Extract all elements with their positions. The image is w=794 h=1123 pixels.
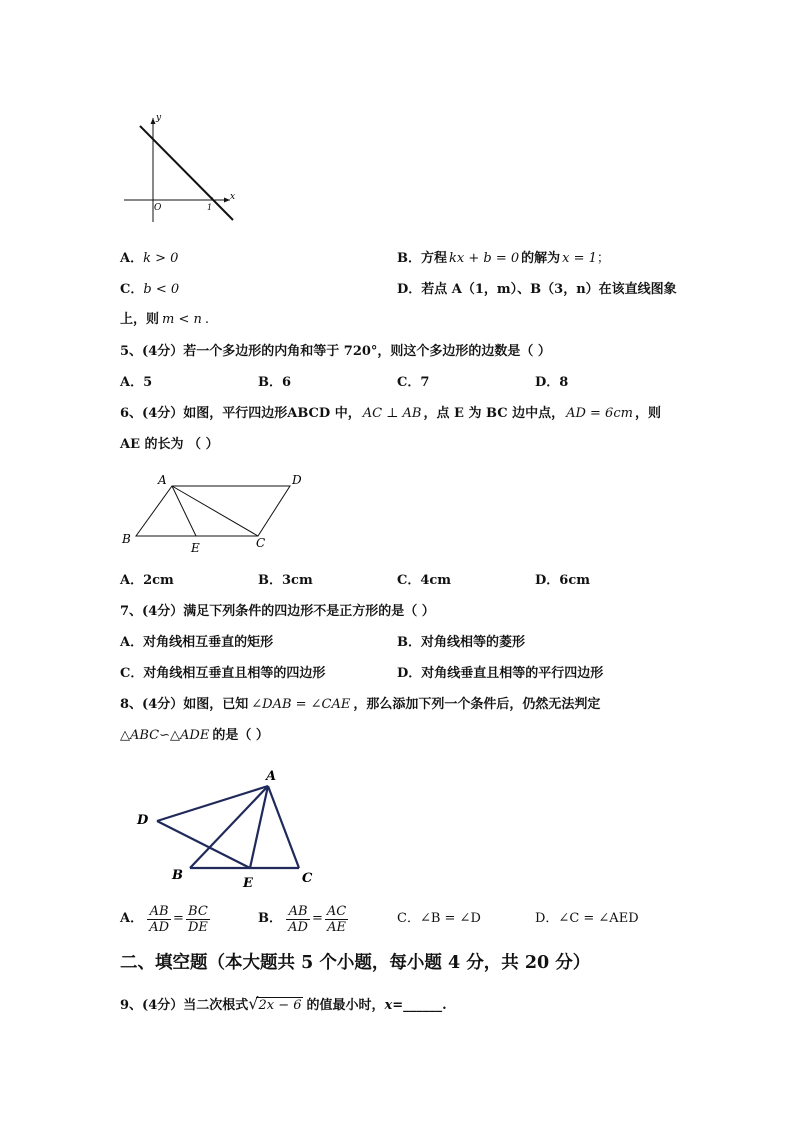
- q5-option-d: D．8: [535, 375, 569, 390]
- denominator: AD: [288, 919, 308, 935]
- q4-option-c-expr: b < 0: [143, 282, 180, 297]
- q8-stem-a: 8、(4分）如图，已知: [120, 697, 249, 712]
- q6-stem-line2: AE 的长为 （ ）: [120, 437, 219, 452]
- q8-stem-c: 的是（ ）: [212, 728, 269, 743]
- q7-option-d: D．对角线垂直且相等的平行四边形: [397, 666, 604, 681]
- q9-var: x: [384, 998, 393, 1013]
- q4-option-d-end: .: [204, 312, 210, 327]
- label-a: A: [158, 473, 167, 487]
- radical-sign: √: [248, 994, 259, 1013]
- numerator: BC: [186, 904, 210, 920]
- q8-option-b: [258, 901, 348, 938]
- q8-stem-b: ，那么添加下列一个条件后，仍然无法判定: [353, 697, 601, 712]
- q4-option-a-expr: k > 0: [143, 251, 179, 266]
- q6-option-b: B．3cm: [258, 573, 313, 588]
- label-e: E: [243, 876, 253, 891]
- q6-option-c: C．4cm: [397, 573, 452, 588]
- q5-option-a: A．5: [120, 375, 153, 390]
- q9-blank: =______.: [392, 998, 447, 1013]
- q4-option-d-expr: m < n: [162, 312, 202, 327]
- numerator: AC: [326, 903, 347, 919]
- q6-stem-b: ，点 E 为 BC 边中点，: [423, 406, 565, 421]
- q9-stem-b: 的值最小时，: [306, 998, 385, 1013]
- q6-stem-len: AD = 6cm: [566, 406, 633, 421]
- segment-ac: [172, 486, 258, 536]
- triangle-figure: [130, 762, 330, 892]
- q9-stem: [120, 996, 447, 1014]
- q8-option-b-label: B．: [258, 911, 282, 926]
- denominator: AE: [327, 919, 346, 935]
- q4-option-d: D．若点 A（1，m）、B（3，n）在该直线图象: [397, 282, 677, 297]
- q6-option-d: D．6cm: [535, 573, 590, 588]
- q9-radical: 2x − 6: [258, 998, 302, 1013]
- q8-stem-line2: [120, 728, 269, 744]
- label-d: D: [292, 473, 302, 487]
- label-b: B: [122, 532, 131, 546]
- q6-stem: [120, 406, 661, 422]
- q6-stem-cond: AC ⊥ AB: [362, 406, 422, 421]
- q7-stem: 7、(4分）满足下列条件的四边形不是正方形的是（ ）: [120, 604, 435, 619]
- q5-option-b: B．6: [258, 375, 292, 390]
- q4-option-b-label: B．方程: [397, 251, 447, 266]
- segment-ae: [250, 786, 268, 868]
- fraction-ab-ad: [147, 904, 171, 935]
- parallelogram-abcd: [136, 486, 290, 536]
- q4-option-b-expr: kx + b = 0: [449, 251, 520, 266]
- q5-stem: 5、(4分）若一个多边形的内角和等于 720°，则这个多边形的边数是（ ）: [120, 344, 551, 359]
- q9-stem-a: 9、(4分）当二次根式: [120, 998, 249, 1013]
- fraction-ac-ae: [325, 904, 348, 935]
- equals-sign: =: [311, 911, 323, 926]
- q4-option-b: [397, 251, 610, 267]
- equals-sign: =: [173, 911, 184, 926]
- label-d: D: [137, 813, 149, 828]
- segment-de: [157, 821, 250, 868]
- q8-stem-sim: △ABC∽△ADE: [120, 728, 210, 743]
- q7-option-b: B．对角线相等的菱形: [397, 635, 525, 650]
- q6-stem-c: ，则: [634, 406, 661, 421]
- segment-ac: [268, 786, 299, 868]
- denominator: DE: [187, 919, 208, 935]
- q8-option-d: D．∠C = ∠AED: [535, 911, 639, 926]
- label-y: y: [156, 113, 162, 123]
- q8-option-a-label: A．: [120, 911, 144, 926]
- q7-option-a: A．对角线相互垂直的矩形: [120, 635, 274, 650]
- label-a: A: [266, 769, 277, 784]
- fraction-ab-ad: [286, 904, 310, 935]
- q4-option-b-sol: x = 1: [562, 251, 597, 266]
- fraction-bc-de: [186, 904, 210, 935]
- q4-option-a: [120, 251, 178, 267]
- linear-function-graph: [118, 108, 248, 226]
- numerator: AB: [286, 904, 310, 920]
- q6-option-a: A．2cm: [120, 573, 174, 588]
- q4-option-c-label: C．: [120, 282, 144, 297]
- q4-option-d-cont: [120, 312, 209, 328]
- q8-option-c: C．∠B = ∠D: [397, 911, 481, 926]
- section-heading-fill-in: 二、填空题（本大题共 5 个小题，每小题 4 分，共 20 分）: [120, 953, 591, 973]
- q4-option-c: [120, 282, 179, 298]
- parallelogram-figure: [118, 468, 318, 558]
- label-c: C: [302, 871, 313, 886]
- numerator: AB: [147, 904, 171, 920]
- denominator: AD: [149, 919, 170, 935]
- q7-option-c: C．对角线相互垂直且相等的四边形: [120, 666, 326, 681]
- label-b: B: [172, 868, 183, 883]
- q4-option-d-cont-text: 上，则: [120, 312, 160, 327]
- q8-option-a: [120, 901, 210, 938]
- label-c: C: [256, 536, 266, 550]
- q4-option-b-mid: 的解为: [521, 251, 561, 266]
- q4-option-b-end: ；: [596, 251, 610, 266]
- q8-stem: [120, 697, 600, 713]
- q8-stem-cond: ∠DAB = ∠CAE: [251, 697, 351, 712]
- q5-option-c: C．7: [397, 375, 430, 390]
- q6-stem-a: 6、(4分）如图，平行四边形ABCD 中，: [120, 406, 361, 421]
- label-tick-1: 1: [207, 203, 213, 212]
- q4-option-a-label: A．: [120, 251, 144, 266]
- y-axis-arrow: [151, 118, 156, 124]
- label-origin: O: [154, 203, 162, 213]
- label-x: x: [230, 192, 236, 202]
- label-e: E: [191, 541, 200, 555]
